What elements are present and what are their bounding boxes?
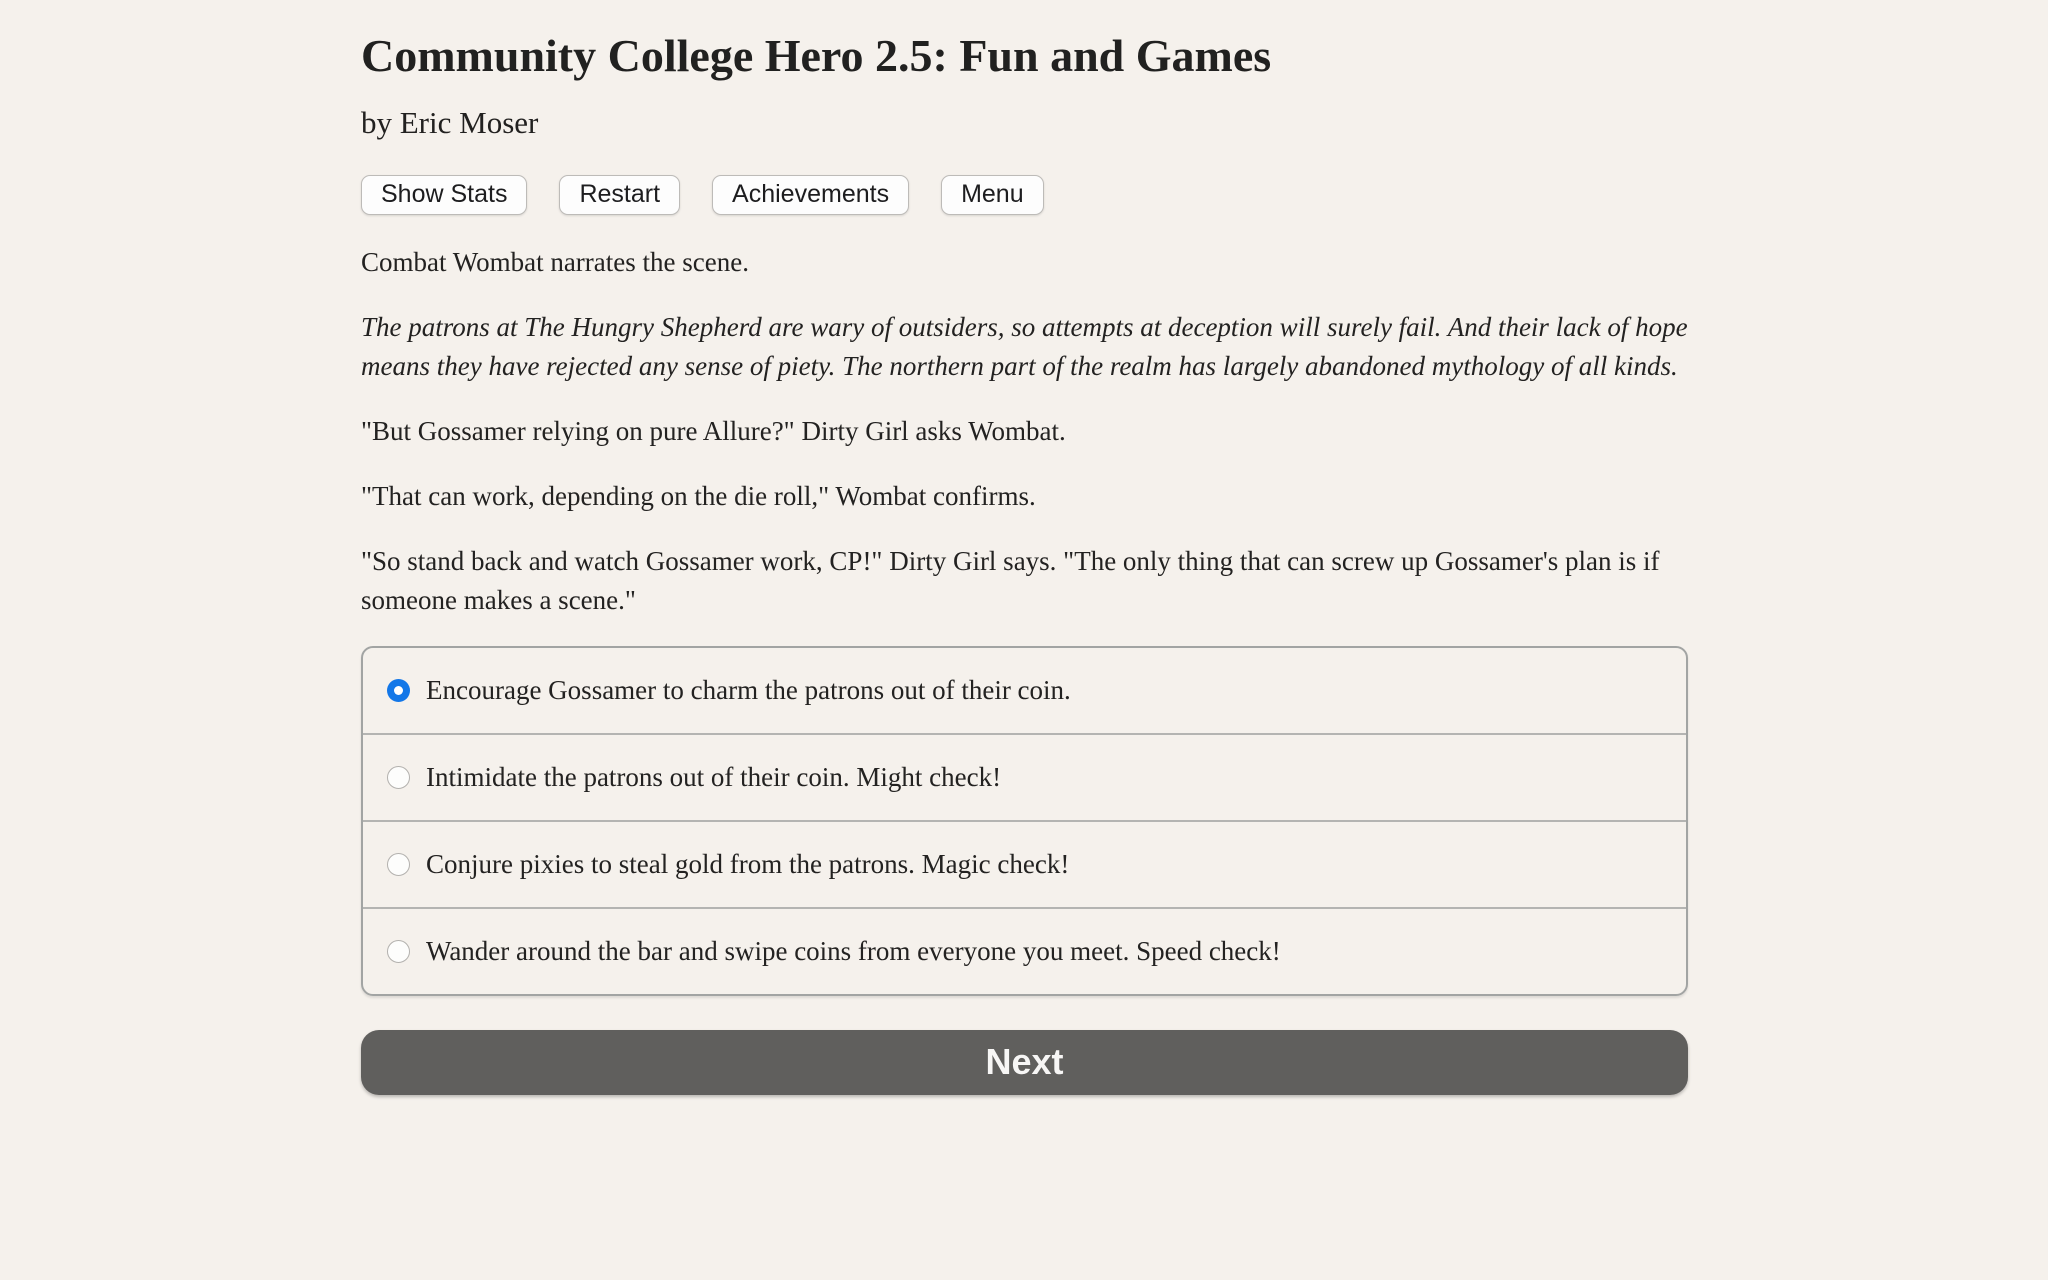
- radio-button-icon[interactable]: [387, 853, 410, 876]
- radio-dot: [394, 947, 403, 956]
- story-paragraph: "So stand back and watch Gossamer work, CP!" Dirty Girl says. "The only thing that can screw up Gossamer's plan is if someone makes a scene.": [361, 545, 1660, 615]
- show-stats-button[interactable]: Show Stats: [361, 175, 527, 215]
- choice-label: Conjure pixies to steal gold from the patrons. Magic check!: [426, 848, 1070, 879]
- story-paragraph: "But Gossamer relying on pure Allure?" Dirty Girl asks Wombat.: [361, 415, 1066, 446]
- page-title: Community College Hero 2.5: Fun and Games: [361, 30, 1272, 81]
- choice-label: Encourage Gossamer to charm the patrons out of their coin.: [426, 674, 1071, 705]
- radio-dot: [394, 860, 403, 869]
- radio-button-icon[interactable]: [387, 940, 410, 963]
- game-page: [361, 0, 1688, 1095]
- story-paragraph: Combat Wombat narrates the scene.: [361, 246, 749, 277]
- choice-option-1[interactable]: [363, 648, 1686, 733]
- choice-label: Wander around the bar and swipe coins from everyone you meet. Speed check!: [426, 935, 1281, 966]
- radio-dot: [394, 773, 403, 782]
- choice-option-3[interactable]: [363, 820, 1686, 907]
- achievements-button[interactable]: Achievements: [712, 175, 909, 215]
- author-line: by Eric Moser: [361, 104, 539, 140]
- radio-dot: [394, 686, 403, 695]
- radio-button-icon[interactable]: [387, 766, 410, 789]
- choice-option-2[interactable]: [363, 733, 1686, 820]
- story-text: [361, 243, 1688, 620]
- choice-option-4[interactable]: [363, 907, 1686, 994]
- toolbar: [361, 175, 1688, 215]
- menu-button[interactable]: Menu: [941, 175, 1044, 215]
- next-button[interactable]: Next: [361, 1030, 1688, 1095]
- choice-label: Intimidate the patrons out of their coin. Might check!: [426, 761, 1002, 792]
- choice-list: [361, 646, 1688, 996]
- restart-button[interactable]: Restart: [559, 175, 680, 215]
- radio-button-icon[interactable]: [387, 679, 410, 702]
- story-paragraph-italic: The patrons at The Hungry Shepherd are wary of outsiders, so attempts at deception will surely fail. And their lack of hope means they have rejected any sense of piety. The northern part of the realm has largely abandoned mythology of all kinds.: [361, 311, 1688, 381]
- story-paragraph: "That can work, depending on the die roll," Wombat confirms.: [361, 480, 1036, 511]
